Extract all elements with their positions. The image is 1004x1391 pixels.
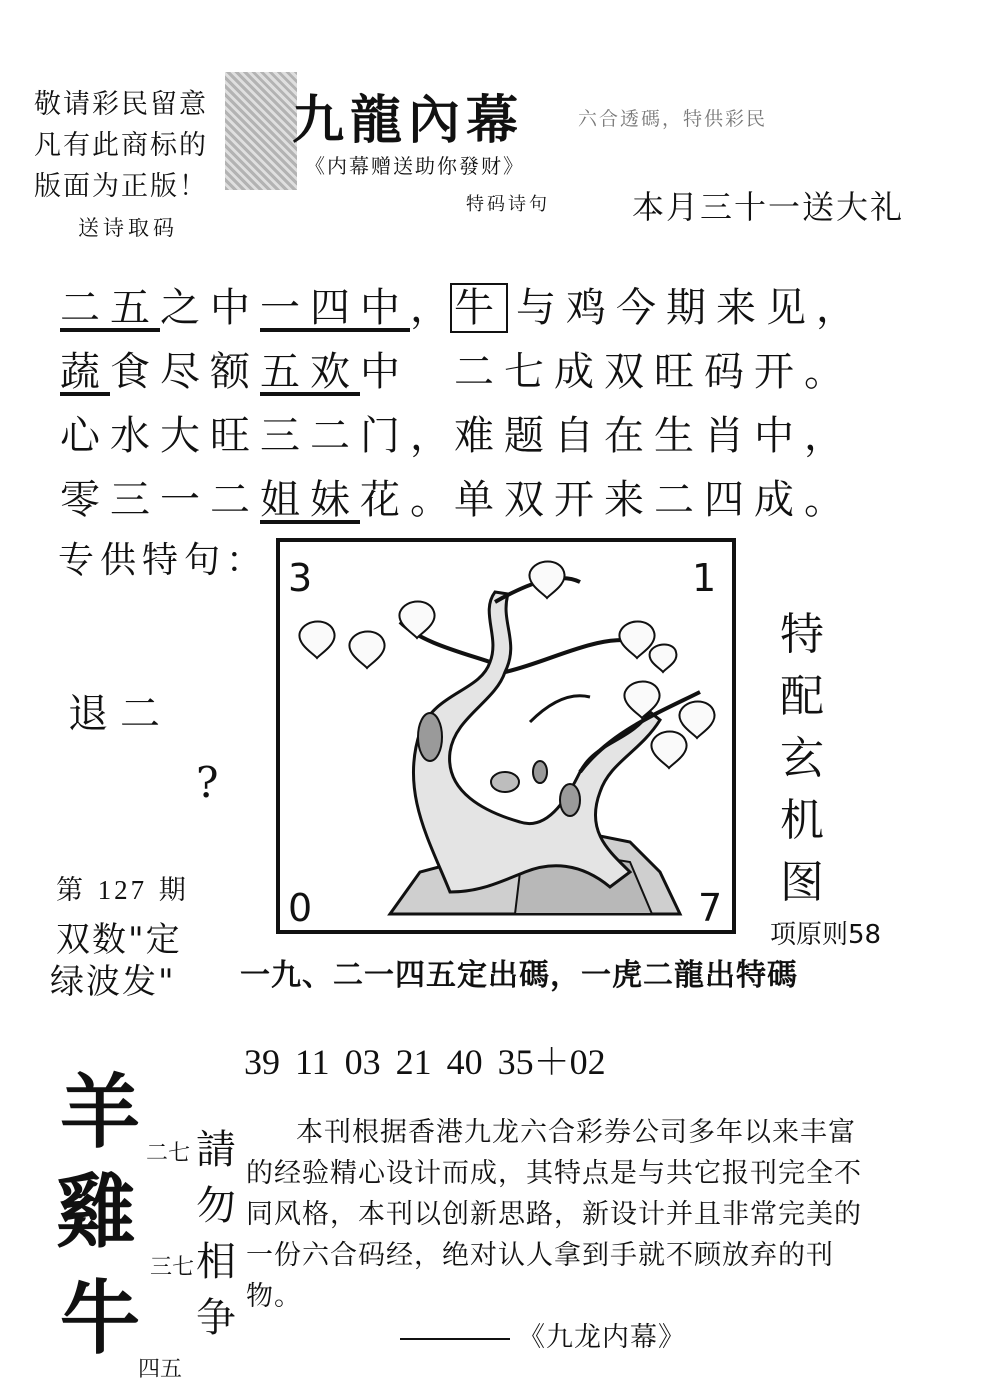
tema-poem-label: 特码诗句 — [466, 194, 550, 215]
brand-slogan: 《内幕赠送助你發财》 — [305, 154, 525, 178]
signature-dash — [400, 1338, 510, 1340]
corner-number-top-left: 3 — [288, 556, 313, 600]
corner-number-bottom-left: 0 — [288, 886, 313, 930]
poem-right-line-1 — [450, 276, 866, 333]
vertical-warning-char: 勿 — [196, 1183, 236, 1229]
poem-segment: 之中 — [160, 285, 260, 331]
poem-segment: 零三一二 — [60, 477, 260, 523]
brand-tagline: 六合透碼，特供彩民 — [578, 108, 768, 130]
vertical-title-char: 配 — [780, 671, 824, 722]
vertical-title-char: 机 — [780, 795, 824, 846]
corner-number-bottom-right: 7 — [698, 886, 723, 930]
notice-line-3: 版面为正版！ — [34, 171, 208, 202]
month-gift-text: 本月三十一送大礼 — [632, 188, 905, 226]
poem-segment: 食尽额 — [110, 349, 260, 395]
special-poem-label: 专供特句： — [58, 540, 269, 581]
poem-underline-segment: 姐妹 — [260, 477, 360, 523]
authenticity-notice — [34, 84, 208, 207]
question-mark: ? — [196, 758, 219, 807]
poem-boxed-char: 牛 — [450, 283, 508, 333]
poem-right-line-2: 二七成双旺码开。 — [454, 349, 854, 395]
rule-text: 项原则58 — [770, 920, 882, 950]
animal-ox: 牛 — [60, 1271, 140, 1365]
brand-title: 九龍內幕 — [292, 90, 525, 151]
poem-left-line-3: 心水大旺三二门， — [60, 413, 460, 459]
poem-punct: ， — [410, 285, 460, 331]
mystery-picture — [276, 538, 736, 934]
issue-suffix: 期 — [158, 875, 189, 906]
number-list: 39 11 03 21 40 35＋02 — [244, 1042, 606, 1082]
vertical-title-char: 玄 — [780, 733, 824, 784]
poem-underline-segment: 二五 — [60, 285, 160, 331]
description-signature: 《九龙内幕》 — [518, 1322, 686, 1353]
vertical-warning-char: 争 — [196, 1295, 236, 1341]
notice-line-1: 敬请彩民留意 — [34, 89, 208, 120]
vertical-warning-char: 請 — [196, 1127, 236, 1173]
animal-note-27: 二七 — [146, 1141, 191, 1166]
vertical-warning-char: 相 — [196, 1239, 236, 1285]
issue-number-value: 127 — [97, 875, 148, 905]
description-paragraph: 本刊根据香港九龙六合彩券公司多年以来丰富的经验精心设计而成，其特点是与共它报刊完全不同风格，本刊以创新思路，新设计并且非常完美的一份六合码经，绝对认人拿到手就不顾放弃的刊物。 — [246, 1117, 862, 1312]
poem-right-line-4: 单双开来二四成。 — [454, 477, 854, 523]
brand-logo-icon — [225, 72, 297, 190]
poem-right-line-3: 难题自在生肖中， — [454, 413, 854, 459]
poem-underline-segment: 五欢 — [260, 349, 360, 395]
poem-underline-segment: 蔬 — [60, 349, 110, 395]
poem-segment: 花。 — [360, 477, 460, 523]
notice-line-2: 凡有此商标的 — [34, 130, 208, 161]
poem-segment: 中 — [360, 349, 410, 395]
bonsai-tree-icon — [280, 542, 732, 930]
animal-note-37: 三七 — [150, 1255, 195, 1280]
poem-left-line-4 — [60, 468, 460, 525]
corner-number-top-right: 1 — [692, 556, 717, 600]
poem-underline-segment: 一四中 — [260, 285, 410, 331]
animal-goat: 羊 — [60, 1065, 140, 1159]
publication-description — [246, 1112, 876, 1358]
retreat-two-label: 退二 — [68, 691, 172, 737]
send-poem-label: 送诗取码 — [78, 216, 178, 240]
animal-note-45: 四五 — [138, 1357, 183, 1382]
vertical-title-char: 图 — [780, 857, 824, 908]
poem-segment: 与鸡今期来见， — [516, 285, 866, 331]
vertical-title — [772, 604, 832, 914]
green-wave-hint: 绿波发" — [50, 962, 176, 1002]
even-number-hint: 双数"定 — [56, 920, 182, 960]
issue-number — [56, 868, 189, 907]
poem-left-line-2 — [60, 340, 410, 397]
poem-left-line-1 — [60, 276, 460, 333]
animal-rooster: 雞 — [56, 1165, 136, 1259]
draw-formula: 一九、二一四五定出碼，一虎二龍出特碼 — [240, 958, 798, 993]
vertical-title-char: 特 — [780, 609, 824, 660]
issue-prefix: 第 — [56, 875, 86, 906]
